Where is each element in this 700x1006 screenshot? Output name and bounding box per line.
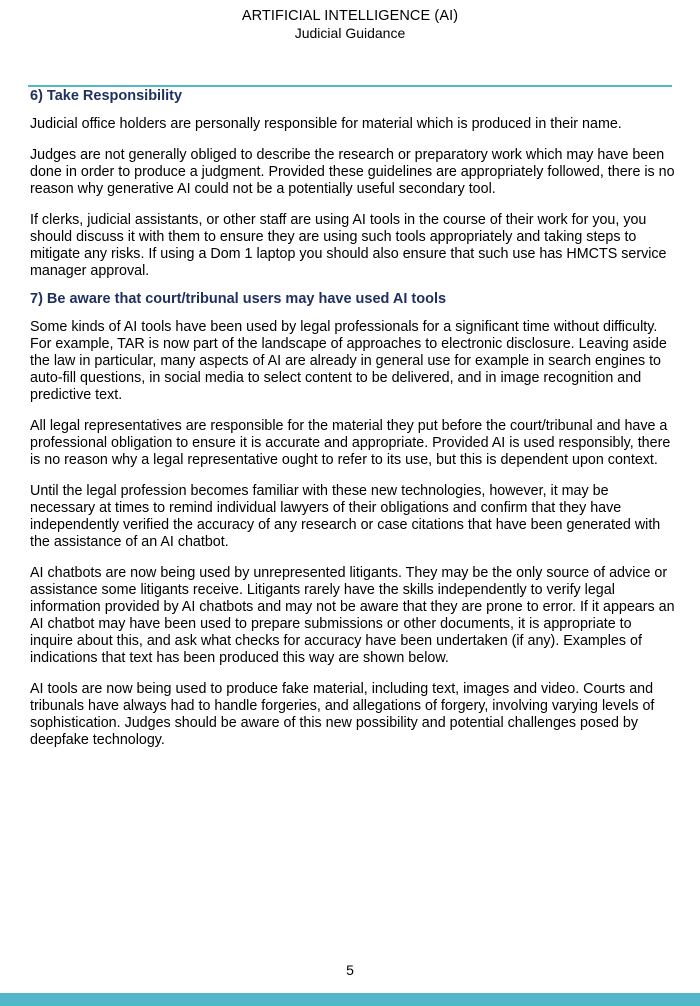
paragraph: AI chatbots are now being used by unrepresented litigants. They may be the only source of advice or assistance some litigants receive. Litigants rarely have the skills independently to verify legal information provided by AI chatbots and may not be aware that they are prone to error. If it appears an AI chatbot may have been used to prepare submissions or other documents, it is appropriate to inquire about this, and ask what checks for accuracy have been undertaken (if any). Examples of indications that text has been produced this way are shown below. (30, 565, 675, 666)
document-subtitle: Judicial Guidance (294, 25, 406, 41)
page-number: 5 (346, 962, 354, 978)
paragraph: If clerks, judicial assistants, or other staff are using AI tools in the course of their work for you, you should discuss it with them to ensure they are using such tools appropriately and taking steps to mitigate any risks. If using a Dom 1 laptop you should also ensure that such use has HMCTS service manager approval. (30, 212, 667, 279)
page-header (0, 8, 700, 41)
paragraph: AI tools are now being used to produce fake material, including text, images and video. Courts and tribunals have always had to handle forgeries, and allegations of forgery, involving varying levels of sophistication. Judges should be aware of this new possibility and potential challenges posed by deepfake technology. (30, 681, 655, 748)
header-divider (28, 85, 672, 87)
section-heading-take-responsibility: 6) Take Responsibility (30, 88, 183, 104)
paragraph: Some kinds of AI tools have been used by legal professionals for a significant time without difficulty. For example, TAR is now part of the landscape of approaches to electronic disclosure. Leaving aside the law in particular, many aspects of AI are already in general use for example in search engines to auto-fill questions, in social media to select content to be delivered, and in image recognition and predictive text. (30, 319, 667, 403)
document-body (30, 88, 675, 763)
document-title: ARTIFICIAL INTELLIGENCE (AI) (241, 8, 459, 24)
paragraph: Judicial office holders are personally responsible for material which is produced in their name. (30, 116, 622, 132)
paragraph: All legal representatives are responsible for the material they put before the court/tribunal and have a professional obligation to ensure it is accurate and appropriate. Provided AI is used responsibly, there is no reason why a legal representative ought to refer to its use, but this is dependent upon context. (30, 418, 671, 468)
paragraph: Judges are not generally obliged to describe the research or preparatory work which may have been done in order to produce a judgment. Provided these guidelines are appropriately followed, there is no reason why generative AI could not be a potentially useful secondary tool. (30, 147, 675, 197)
paragraph: Until the legal profession becomes familiar with these new technologies, however, it may be necessary at times to remind individual lawyers of their obligations and confirm that they have independently verified the accuracy of any research or case citations that have been generated with the assistance of an AI chatbot. (30, 483, 661, 550)
section-heading-court-users-ai: 7) Be aware that court/tribunal users may have used AI tools (30, 291, 447, 307)
footer-bar (0, 993, 700, 1006)
